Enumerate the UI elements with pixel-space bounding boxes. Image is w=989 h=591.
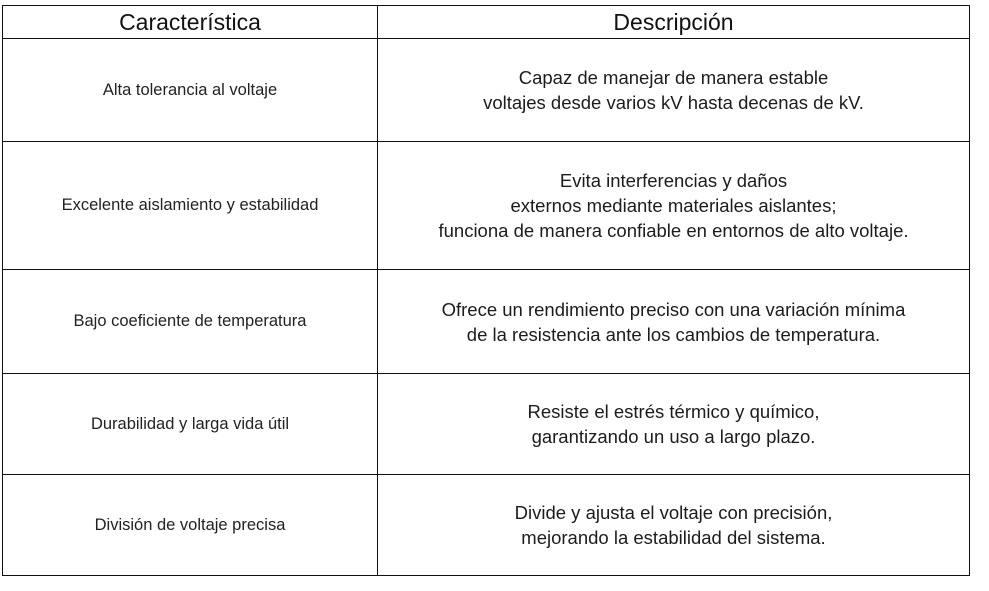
header-description: Descripción <box>378 6 970 39</box>
header-feature: Característica <box>3 6 378 39</box>
description-cell <box>378 475 970 576</box>
header-row <box>3 6 970 39</box>
table-row <box>3 270 970 374</box>
description-line: voltajes desde varios kV hasta decenas de kV. <box>483 92 864 113</box>
feature-cell: Excelente aislamiento y estabilidad <box>3 142 378 270</box>
description-cell <box>378 374 970 475</box>
table-row <box>3 142 970 270</box>
table-body <box>3 39 970 576</box>
features-table <box>2 5 970 576</box>
description-line: garantizando un uso a largo plazo. <box>531 426 816 447</box>
table-row <box>3 39 970 142</box>
feature-cell: Bajo coeficiente de temperatura <box>3 270 378 374</box>
description-line: Resiste el estrés térmico y químico, <box>527 401 820 422</box>
description-cell <box>378 270 970 374</box>
feature-cell: Alta tolerancia al voltaje <box>3 39 378 142</box>
description-line: externos mediante materiales aislantes; <box>510 195 837 216</box>
description-cell <box>378 39 970 142</box>
table-row <box>3 475 970 576</box>
description-line: Capaz de manejar de manera estable <box>518 67 829 88</box>
description-line: Ofrece un rendimiento preciso con una variación mínima <box>441 298 906 320</box>
description-line: Divide y ajusta el voltaje con precisión, <box>514 502 833 523</box>
description-line: mejorando la estabilidad del sistema. <box>521 527 826 548</box>
description-line: funciona de manera confiable en entornos de alto voltaje. <box>438 220 909 241</box>
description-line: Evita interferencias y daños <box>559 170 788 191</box>
description-cell <box>378 142 970 270</box>
feature-cell: División de voltaje precisa <box>3 475 378 576</box>
feature-cell: Durabilidad y larga vida útil <box>3 374 378 475</box>
table-row <box>3 374 970 475</box>
table-header <box>3 6 970 39</box>
description-line: de la resistencia ante los cambios de temperatura. <box>466 323 881 345</box>
